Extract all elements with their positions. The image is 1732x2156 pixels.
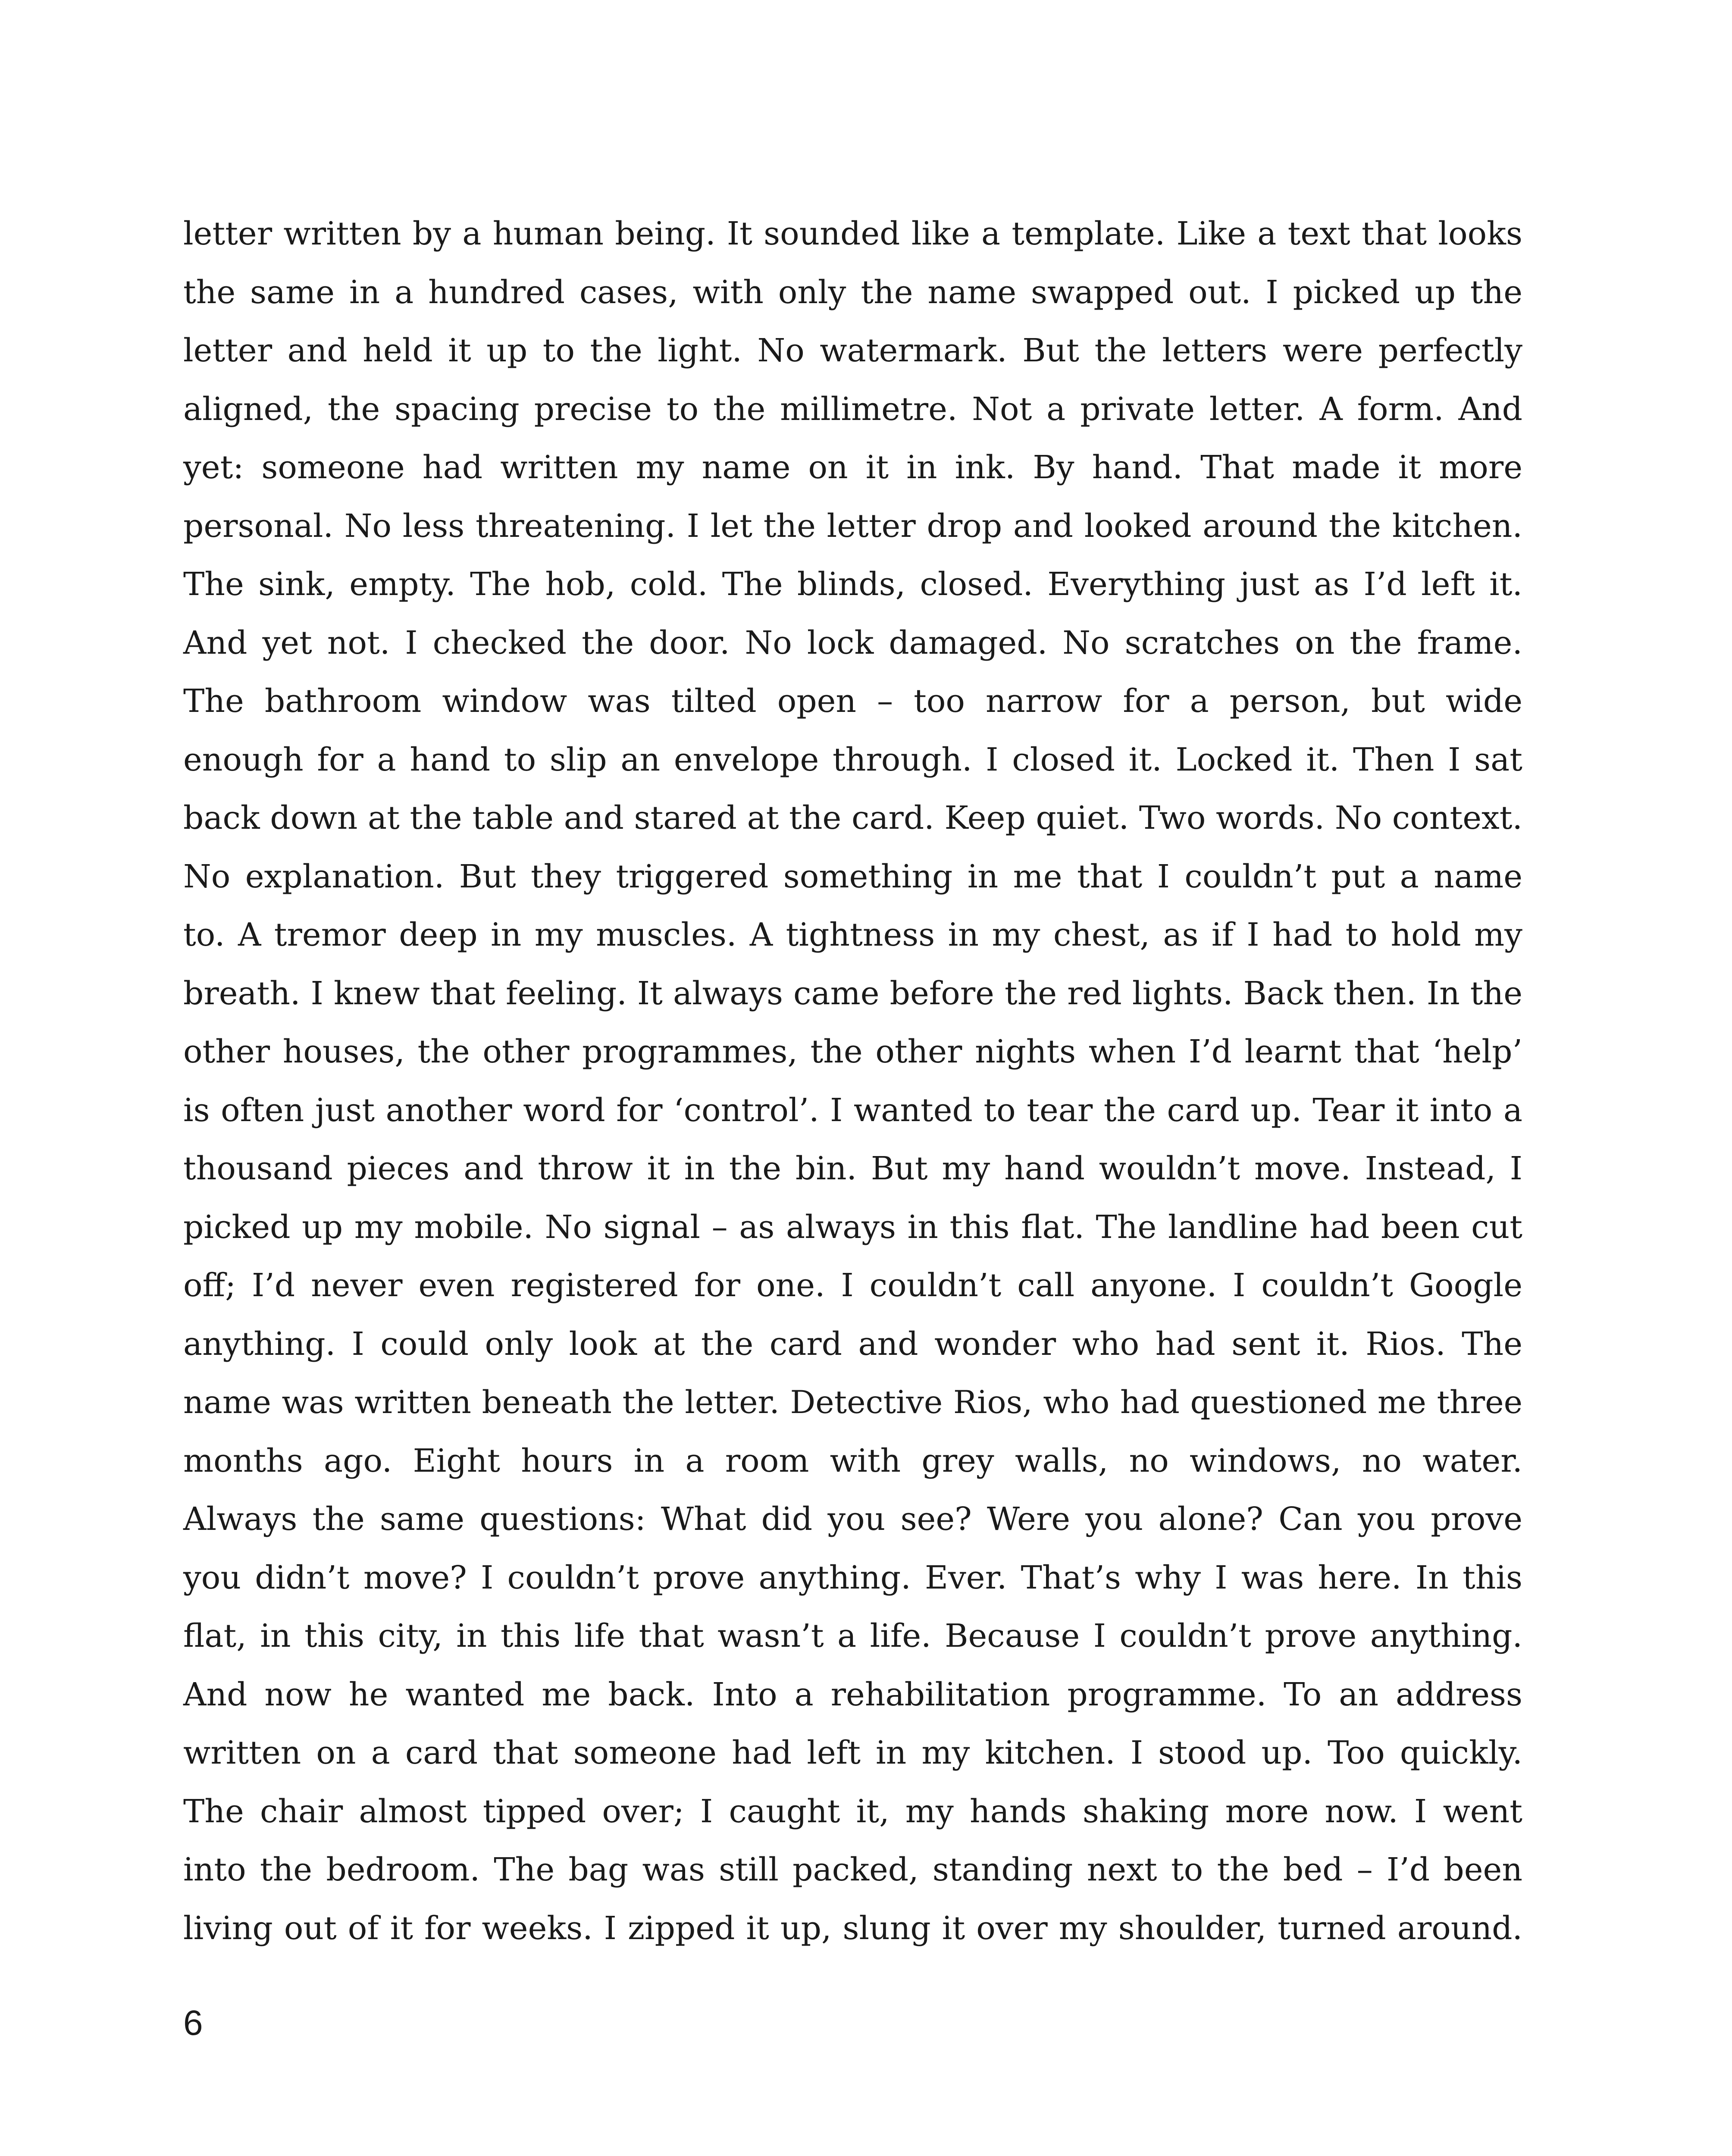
text-line: The sink, empty. The hob, cold. The blinds, closed. Everything just as I’d left it. <box>183 566 1522 603</box>
text-line: written on a card that someone had left in my kitchen. I stood up. Too quickly. <box>183 1734 1522 1771</box>
text-line: And yet not. I checked the door. No lock damaged. No scratches on the frame. <box>183 624 1522 661</box>
text-line: months ago. Eight hours in a room with grey walls, no windows, no water. <box>183 1442 1522 1479</box>
text-line: enough for a hand to slip an envelope through. I closed it. Locked it. Then I sat <box>183 741 1522 778</box>
text-line: is often just another word for ‘control’. I wanted to tear the card up. Tear it into a <box>183 1091 1522 1129</box>
text-line: thousand pieces and throw it in the bin. But my hand wouldn’t move. Instead, I <box>183 1150 1522 1187</box>
text-line: The bathroom window was tilted open – too narrow for a person, but wide <box>183 683 1522 720</box>
text-line: back down at the table and stared at the card. Keep quiet. Two words. No context. <box>183 799 1522 837</box>
text-line: And now he wanted me back. Into a rehabilitation programme. To an address <box>183 1676 1522 1713</box>
text-line: off; I’d never even registered for one. I couldn’t call anyone. I couldn’t Google <box>183 1267 1522 1304</box>
text-line: the same in a hundred cases, with only the name swapped out. I picked up the <box>183 273 1522 311</box>
text-line: aligned, the spacing precise to the millimetre. Not a private letter. A form. And <box>183 390 1522 428</box>
text-line: breath. I knew that feeling. It always came before the red lights. Back then. In the <box>183 975 1522 1012</box>
text-line: other houses, the other programmes, the other nights when I’d learnt that ‘help’ <box>183 1033 1522 1070</box>
text-line: personal. No less threatening. I let the letter drop and looked around the kitchen. <box>183 507 1522 545</box>
text-line: living out of it for weeks. I zipped it up, slung it over my shoulder, turned around. <box>183 1909 1522 1947</box>
text-line: to. A tremor deep in my muscles. A tightness in my chest, as if I had to hold my <box>183 916 1522 953</box>
text-line: into the bedroom. The bag was still packed, standing next to the bed – I’d been <box>183 1851 1522 1888</box>
text-line: letter and held it up to the light. No watermark. But the letters were perfectly <box>183 332 1522 369</box>
text-line: picked up my mobile. No signal – as always in this flat. The landline had been cut <box>183 1208 1522 1246</box>
text-line: anything. I could only look at the card and wonder who had sent it. Rios. The <box>183 1325 1522 1363</box>
text-line: The chair almost tipped over; I caught it, my hands shaking more now. I went <box>183 1792 1522 1830</box>
body-text <box>183 205 1522 1958</box>
text-line: letter written by a human being. It sounded like a template. Like a text that looks <box>183 215 1522 252</box>
text-line: Always the same questions: What did you see? Were you alone? Can you prove <box>183 1501 1522 1538</box>
text-line: yet: someone had written my name on it in ink. By hand. That made it more <box>183 449 1522 486</box>
text-line: you didn’t move? I couldn’t prove anything. Ever. That’s why I was here. In this <box>183 1559 1522 1596</box>
text-line: No explanation. But they triggered something in me that I couldn’t put a name <box>183 858 1522 895</box>
text-line: name was written beneath the letter. Detective Rios, who had questioned me three <box>183 1384 1522 1421</box>
text-line: flat, in this city, in this life that wasn’t a life. Because I couldn’t prove anything. <box>183 1617 1522 1655</box>
page-number: 6 <box>183 2003 203 2043</box>
